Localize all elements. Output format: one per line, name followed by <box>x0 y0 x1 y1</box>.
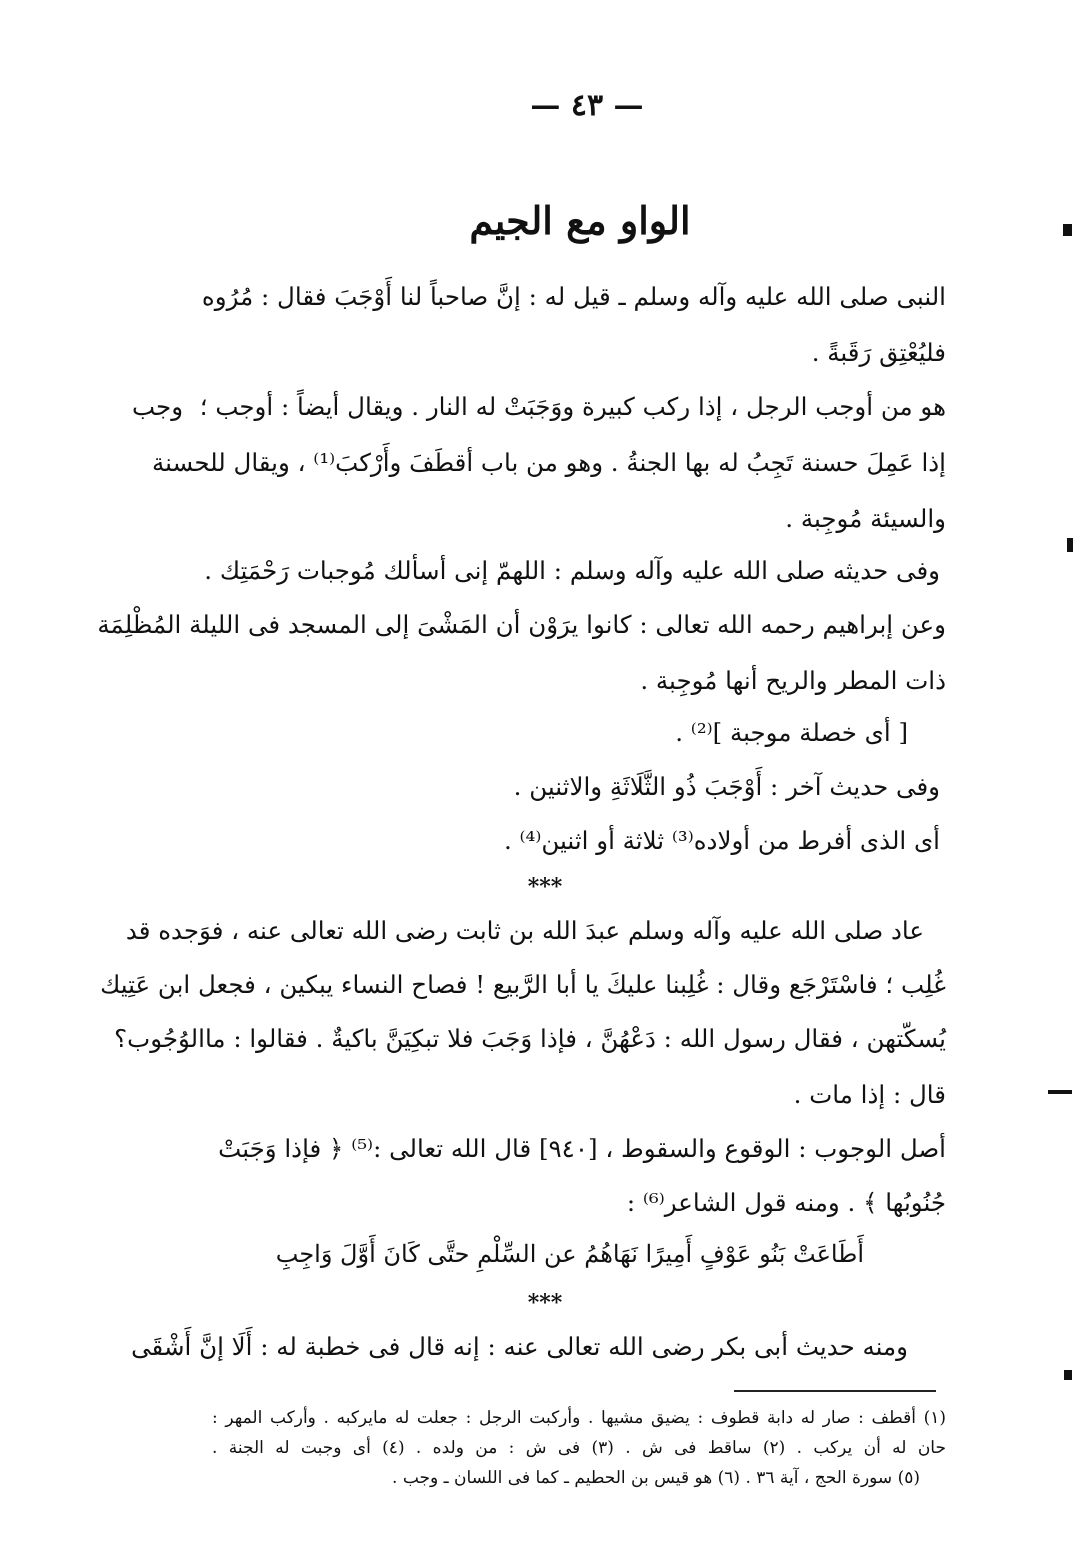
scan-edge-mark <box>1064 1370 1072 1380</box>
body-line: قال : إذا مات . <box>793 1080 946 1109</box>
body-line: يُسكّتهن ، فقال رسول الله : دَعْهُنَّ ، فإذا وَجَبَ فلا تبكِيَنَّ باكيةٌ . فقالوا : ماالوُجُوب؟ <box>114 1024 946 1053</box>
footnote-line: (١) أقطف : صار له دابة قطوف : يضيق مشيها . وأركبت الرجل : جعلت له مايركبه . وأركب المهر : <box>212 1408 946 1428</box>
body-line: أى الذى أفرط من أولاده⁽³⁾ ثلاثة أو اثنين⁽⁴⁾ . <box>503 826 940 855</box>
body-line: وفى حديثه صلى الله عليه وآله وسلم : اللهمّ إنى أسألك مُوجبات رَحْمَتِك . <box>204 556 940 585</box>
body-line: عاد صلى الله عليه وآله وسلم عبدَ الله بن ثابت رضى الله تعالى عنه ، فوَجده قد <box>125 916 924 945</box>
footnote-divider <box>734 1390 936 1392</box>
footnote-line: (٥) سورة الحج ، آية ٣٦ . (٦) هو قيس بن الحطيم ـ كما فى اللسان ـ وجب . <box>392 1468 920 1488</box>
body-line: غُلِب ؛ فاسْتَرْجَع وقال : غُلِبنا عليكَ يا أبا الرَّبيع ! فصاح النساء يبكين ، فجعل ابن عَتِيك <box>100 970 946 999</box>
section-separator: *** <box>527 874 563 900</box>
body-line: ذات المطر والريح أنها مُوجِبة . <box>640 666 946 695</box>
body-line: إذا عَمِلَ حسنة تَجِبُ له بها الجنةُ . وهو من باب أقطَفَ وأَرْكبَ⁽¹⁾ ، ويقال للحسنة <box>151 448 946 477</box>
margin-entry: وجب <box>132 392 184 421</box>
body-line: جُنُوبُها ﴾ . ومنه قول الشاعر⁽⁶⁾ : <box>626 1188 946 1217</box>
scan-edge-mark <box>1063 224 1072 236</box>
body-line: فليُعْتِق رَقَبةً . <box>811 338 946 367</box>
verse-line: أَطَاعَتْ بَنُو عَوْفٍ أَمِيرًا نَهَاهُمُ عن السِّلْمِ حتَّى كَانَ أَوَّلَ وَاجِبِ <box>275 1240 864 1268</box>
body-line: [ أى خصلة موجبة ]⁽²⁾ . <box>675 718 908 747</box>
body-line: أصل الوجوب : الوقوع والسقوط ، [٩٤٠] قال الله تعالى :⁽⁵⁾ ﴿ فإذا وَجَبَتْ <box>218 1134 946 1163</box>
body-line: هو من أوجب الرجل ، إذا ركب كبيرة ووَجَبَتْ له النار . ويقال أيضاً : أوجب ؛ <box>199 392 946 421</box>
body-line: ومنه حديث أبى بكر رضى الله تعالى عنه : إنه قال فى خطبة له : أَلَا إنَّ أَشْقَى <box>131 1332 908 1361</box>
body-line: وعن إبراهيم رحمه الله تعالى : كانوا يرَوْن أن المَشْىَ إلى المسجد فى الليلة المُظْلِمَة <box>97 610 946 639</box>
body-line: والسيئة مُوجِبة . <box>785 504 946 533</box>
footnote-line: حان له أن يركب . (٢) ساقط فى ش . (٣) فى ش : من ولده . (٤) أى وجبت له الجنة . <box>212 1438 946 1458</box>
section-separator: *** <box>527 1290 563 1316</box>
body-line: وفى حديث آخر : أَوْجَبَ ذُو الثَّلَاثَةِ والاثنين . <box>513 772 940 801</box>
body-line: النبى صلى الله عليه وآله وسلم ـ قيل له : إنَّ صاحباً لنا أَوْجَبَ فقال : مُرُوه <box>201 282 946 311</box>
scan-edge-mark <box>1048 1090 1072 1094</box>
scan-edge-mark <box>1067 538 1073 552</box>
page-number: — ٤٣ — <box>530 88 644 123</box>
section-title: الواو مع الجيم <box>469 198 691 243</box>
